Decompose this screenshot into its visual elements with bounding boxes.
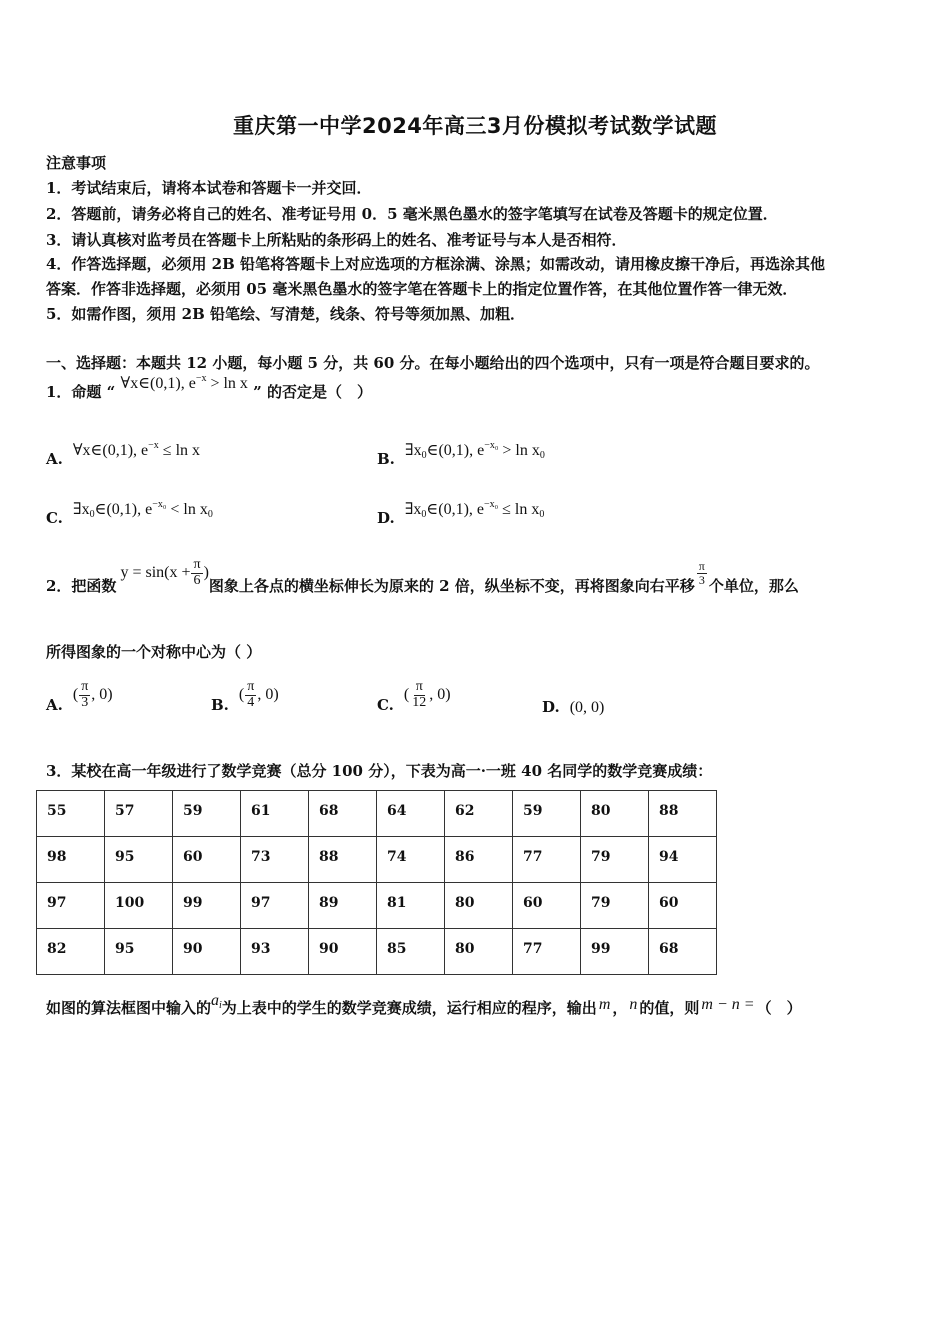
- notice-item: 1．考试结束后，请将本试卷和答题卡一并交回．: [46, 179, 372, 197]
- option-lead: ∀x∈(0,1), e: [72, 442, 149, 459]
- q1-prefix: 1．命题: [46, 383, 102, 401]
- page-title: 重庆第一中学2024年高三3月份模拟考试数学试题: [232, 114, 718, 138]
- option-math: [404, 680, 451, 710]
- option-label: A.: [46, 450, 63, 468]
- fraction-denominator: 4: [247, 694, 255, 710]
- q1-option-a[interactable]: [46, 440, 201, 468]
- q3-follow-a: 如图的算法框图中输入的: [46, 999, 212, 1017]
- q3-expr: m − n =: [701, 996, 755, 1013]
- fraction-denominator: 6: [193, 572, 201, 588]
- option-tail: ≤ ln x: [498, 501, 540, 518]
- table-cell: 77: [513, 837, 581, 883]
- table-row: [37, 883, 717, 929]
- table-cell: 60: [513, 883, 581, 929]
- table-cell: 62: [445, 791, 513, 837]
- option-fraction: [79, 680, 90, 710]
- table-cell: 81: [377, 883, 445, 929]
- option-tail: ≤ ln x: [158, 442, 201, 459]
- q2-middle: 图象上各点的横坐标伸长为原来的 2 倍，纵坐标不变，再将图象向右平移: [208, 576, 695, 595]
- question-1: [46, 373, 373, 402]
- option-tail: > ln x: [498, 442, 540, 459]
- table-cell: 79: [581, 883, 649, 929]
- option-sup: −x₀: [484, 499, 499, 510]
- option-close: , 0): [429, 685, 451, 703]
- q2-prefix: 2．把函数: [46, 576, 117, 595]
- table-cell: 59: [173, 791, 241, 837]
- table-cell: 60: [173, 837, 241, 883]
- option-fraction: [245, 680, 256, 710]
- table-cell: 82: [37, 929, 105, 975]
- table-cell: 90: [173, 929, 241, 975]
- q2-option-c[interactable]: [377, 679, 451, 715]
- q1-statement-sup: −x: [195, 373, 207, 384]
- table-cell: 95: [105, 929, 173, 975]
- q3-var-a: [211, 992, 222, 1009]
- table-cell: 80: [445, 883, 513, 929]
- table-cell: 100: [105, 883, 173, 929]
- option-lead: ∃x: [404, 442, 422, 459]
- q3-intro: 3．某校在高一年级进行了数学竞赛（总分 100 分），下表为高一·一班 40 名同学的数学竞赛成绩：: [46, 762, 713, 780]
- var-m: m: [598, 996, 611, 1013]
- notice-item: 5．如需作图，须用 2B 铅笔绘、写清楚，线条、符号等须加黑、加粗．: [46, 305, 525, 323]
- table-cell: 61: [241, 791, 309, 837]
- notice-item: 2．答题前，请务必将自己的姓名、准考证号用 0．5 毫米黑色墨水的签字笔填写在试卷及答题卡的规定位置．: [46, 205, 778, 223]
- fraction-numerator: π: [415, 679, 423, 694]
- option-sub: 0: [539, 509, 545, 520]
- table-cell: 97: [37, 883, 105, 929]
- q3-follow: [46, 992, 802, 1019]
- option-close: , 0): [91, 685, 113, 703]
- table-cell: 88: [309, 837, 377, 883]
- table-cell: 79: [581, 837, 649, 883]
- table-cell: 80: [445, 929, 513, 975]
- var-a: a: [211, 992, 220, 1009]
- option-lead: ∃x: [404, 501, 422, 518]
- option-sub: 0: [89, 509, 95, 520]
- notice-item: 3．请认真核对监考员在答题卡上所粘贴的条形码上的姓名、准考证号与本人是否相符．: [46, 231, 627, 249]
- option-mid: ∈(0,1), e: [94, 501, 153, 518]
- table-row: [37, 837, 717, 883]
- notice-item: 答案．作答非选择题，必须用 05 毫米黑色墨水的签字笔在答题卡上的指定位置作答，在其他位置作答一律无效．: [46, 280, 798, 298]
- option-math: [73, 680, 113, 710]
- option-sup: −x₀: [484, 440, 499, 451]
- table-cell: 68: [649, 929, 717, 975]
- fraction-denominator: 3: [81, 694, 89, 710]
- option-label: B.: [211, 696, 229, 715]
- q3-follow-b: 为上表中的学生的数学竞赛成绩，运行相应的程序，输出: [221, 999, 597, 1017]
- table-cell: 80: [581, 791, 649, 837]
- var-n: n: [629, 996, 638, 1013]
- fraction-numerator: π: [81, 679, 89, 694]
- option-sub: 0: [207, 509, 213, 520]
- option-mid: ∈(0,1), e: [426, 501, 484, 518]
- table-row: [37, 929, 717, 975]
- q1-statement-lead: ∀x∈(0,1), e: [120, 375, 196, 392]
- option-math: [239, 680, 279, 710]
- q2-func-fraction: [191, 558, 202, 588]
- option-sup: −x: [148, 440, 159, 451]
- q2-function: [120, 558, 208, 588]
- fraction-numerator: π: [193, 557, 201, 572]
- option-sub: 0: [421, 509, 427, 520]
- option-math: [73, 442, 200, 459]
- q3-comma: ，: [612, 999, 628, 1017]
- table-cell: 77: [513, 929, 581, 975]
- option-lead: ∃x: [72, 501, 90, 518]
- option-open: (: [72, 685, 79, 703]
- table-cell: 86: [445, 837, 513, 883]
- q1-option-d[interactable]: [377, 499, 545, 527]
- notice-item: 4．作答选择题，必须用 2B 铅笔将答题卡上对应选项的方框涂满、涂黑；如需改动，请用橡皮擦干净后，再选涂其他: [46, 255, 826, 273]
- table-cell: 95: [105, 837, 173, 883]
- table-cell: 88: [649, 791, 717, 837]
- option-open: (: [403, 685, 410, 703]
- option-open: (: [238, 685, 245, 703]
- table-cell: 59: [513, 791, 581, 837]
- q1-option-b[interactable]: [377, 440, 545, 468]
- table-cell: 93: [241, 929, 309, 975]
- q2-option-b[interactable]: [211, 679, 279, 715]
- table-cell: 97: [241, 883, 309, 929]
- fraction-numerator: π: [247, 679, 255, 694]
- table-cell: 64: [377, 791, 445, 837]
- q1-suffix: 的否定是（ ）: [267, 383, 373, 401]
- table-cell: 60: [649, 883, 717, 929]
- question-2: [46, 557, 799, 595]
- fraction-numerator: π: [698, 559, 705, 574]
- option-sup: −x₀: [152, 499, 167, 510]
- option-label: C.: [46, 509, 63, 527]
- q2-line2: 所得图象的一个对称中心为（ ）: [46, 643, 262, 661]
- q3-follow-d: （ ）: [756, 999, 802, 1017]
- option-label: C.: [377, 696, 394, 715]
- option-fraction: [410, 680, 428, 710]
- q2-func-lead: y = sin(x +: [120, 563, 191, 581]
- table-cell: 55: [37, 791, 105, 837]
- option-close: , 0): [257, 685, 279, 703]
- table-cell: 98: [37, 837, 105, 883]
- option-math: (0, 0): [569, 699, 605, 716]
- table-cell: 68: [309, 791, 377, 837]
- option-label: B.: [377, 450, 395, 468]
- notice-heading: 注意事项: [46, 154, 107, 172]
- table-cell: 57: [105, 791, 173, 837]
- var-a-sub: i: [219, 1000, 222, 1011]
- fraction-denominator: 3: [698, 572, 705, 587]
- section-heading: 一、选择题：本题共 12 小题，每小题 5 分，共 60 分。在每小题给出的四个选项中，只有一项是符合题目要求的。: [46, 354, 820, 372]
- q1-statement-tail: > ln x: [206, 375, 248, 392]
- q1-open-quote: “: [106, 383, 116, 401]
- table-cell: 90: [309, 929, 377, 975]
- q1-option-c[interactable]: [46, 499, 213, 527]
- q1-statement: [121, 375, 248, 392]
- q3-follow-c: 的值，则: [639, 999, 700, 1017]
- table-cell: 94: [649, 837, 717, 883]
- q1-close-quote: ”: [253, 383, 262, 401]
- q2-func-close: ): [203, 563, 209, 581]
- option-math: [405, 442, 545, 459]
- option-label: A.: [46, 696, 63, 715]
- option-sub: 0: [421, 450, 427, 461]
- option-mid: ∈(0,1), e: [426, 442, 485, 459]
- q2-tail: 个单位，那么: [708, 576, 799, 595]
- score-table: [36, 790, 717, 975]
- table-cell: 89: [309, 883, 377, 929]
- table-cell: 99: [581, 929, 649, 975]
- option-label: D.: [542, 698, 560, 716]
- fraction-denominator: 12: [412, 694, 427, 710]
- option-sub: 0: [539, 450, 545, 461]
- table-cell: 74: [377, 837, 445, 883]
- q2-shift-fraction: [697, 560, 707, 586]
- option-tail: < ln x: [166, 501, 208, 518]
- table-cell: 99: [173, 883, 241, 929]
- q2-option-d[interactable]: [542, 698, 604, 717]
- table-row: [37, 791, 717, 837]
- q2-option-a[interactable]: [46, 679, 113, 715]
- option-math: [405, 501, 545, 518]
- table-cell: 73: [241, 837, 309, 883]
- option-math: [73, 501, 213, 518]
- option-label: D.: [377, 509, 395, 527]
- table-cell: 85: [377, 929, 445, 975]
